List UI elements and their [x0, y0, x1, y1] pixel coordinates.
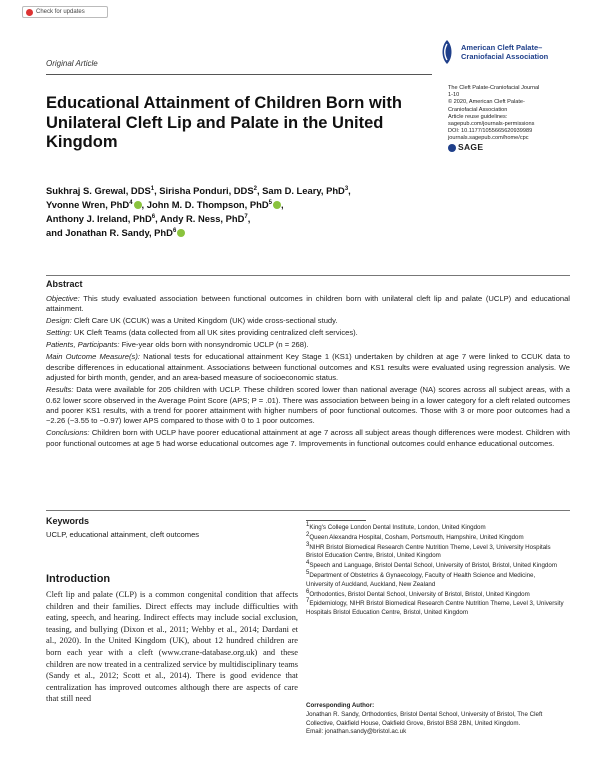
sage-label: SAGE	[458, 142, 484, 153]
affiliation-text: King's College London Dental Institute, London, United Kingdom	[309, 524, 486, 531]
affiliation-number: 3	[306, 541, 310, 548]
reuse-guidelines: Article reuse guidelines:	[448, 113, 508, 120]
orcid-icon[interactable]	[134, 201, 142, 209]
text: This study evaluated association between functional outcomes in children born with unilateral cleft lip and palate (UCLP) and educational attainment.	[46, 294, 570, 314]
abstract-design	[46, 316, 570, 326]
abstract-measures	[46, 352, 570, 383]
affiliation-number: 4	[306, 560, 310, 567]
orcid-icon[interactable]	[273, 201, 281, 209]
affiliation-number: 5	[306, 569, 310, 576]
keywords-heading: Keywords	[46, 516, 90, 526]
affiliation-item	[306, 521, 564, 533]
journal-meta	[448, 85, 583, 152]
check-for-updates-badge[interactable]	[22, 6, 108, 18]
author: Andy R. Ness, PhD	[159, 213, 245, 224]
label: Main Outcome Measure(s):	[46, 352, 140, 362]
abstract-results	[46, 385, 570, 427]
acpa-logo-icon	[438, 38, 456, 66]
affiliation-sup: 2	[253, 185, 257, 192]
journal-name: The Cleft Palate-Craniofacial Journal	[448, 85, 540, 91]
corresponding-author	[306, 702, 564, 737]
article-title: Educational Attainment of Children Born with Unilateral Cleft Lip and Palate in the United Kingdom	[46, 94, 402, 151]
affiliation-sup: 7	[244, 213, 248, 220]
label: Objective:	[46, 294, 80, 303]
copyright-line-1: © 2020, American Cleft Palate-	[448, 99, 525, 106]
affiliation-number: 1	[306, 521, 310, 528]
affiliation-text: Epidemiology, NIHR Bristol Biomedical Research Centre Nutrition Theme, Level 3, University Hospitals Bristol Education Centre, Bristol, United Kingdom	[306, 600, 564, 617]
affiliation-number: 6	[306, 588, 310, 595]
affiliations-list	[306, 521, 564, 619]
author: and Jonathan R. Sandy, PhD	[46, 227, 173, 238]
text: UK Cleft Teams (data collected from all UK sites providing centralized cleft services).	[73, 328, 358, 338]
affiliation-item	[306, 541, 564, 562]
label: Patients, Participants:	[46, 340, 120, 350]
affiliation-item	[306, 588, 564, 600]
affiliation-item	[306, 569, 564, 590]
affiliation-sup: 3	[344, 185, 349, 192]
update-icon	[26, 9, 33, 16]
label: Conclusions:	[46, 428, 90, 438]
keywords-divider	[46, 510, 570, 511]
affiliation-text: Orthodontics, Bristol Dental School, University of Bristol, Bristol, United Kingdom	[309, 590, 530, 598]
article-type: Original Article	[46, 59, 98, 68]
affiliation-sup: 4	[129, 199, 133, 206]
affiliation-sup: 6	[151, 213, 156, 220]
label: Setting:	[46, 328, 72, 338]
text: Five-year olds born with nonsyndromic UCLP (n = 268).	[121, 340, 309, 350]
abstract-heading: Abstract	[46, 279, 83, 289]
author: Sukhraj S. Grewal, DDS	[46, 185, 151, 196]
affiliation-text: Speech and Language, Bristol Dental School, University of Bristol, Bristol, United Kingdom	[309, 562, 557, 570]
logo-line-2: Craniofacial Association	[461, 52, 549, 61]
badge-label: Check for updates	[36, 9, 85, 15]
affiliation-sup: 6	[172, 227, 177, 234]
logo-text	[461, 43, 548, 62]
logo-line-1: American Cleft Palate–	[461, 42, 543, 52]
keywords-text: UCLP, educational attainment, cleft outcomes	[46, 530, 200, 539]
abstract-objective	[46, 294, 570, 315]
introduction-paragraph: Cleft lip and palate (CLP) is a common congenital condition that affects children and their families. Direct effects may include difficulties with eating, speech, and hearing. Indirect effects may include social exclusion, teasing, and bullying (Dixon et al., 2011; Wehby et al., 2014; Dardani et al., 2020). In the United Kingdom (UK), about 12 hundred children are born each year with a cleft (www.crane-database.org.uk) and these children are now treated in a centralized service by multidisciplinary teams (Sandy et al., 2012; Scott et al., 2014). There is good evidence that centralization has improved outcomes although there are aspects of care that still need	[46, 590, 298, 704]
orcid-icon[interactable]	[177, 229, 185, 237]
journal-home-link[interactable]: journals.sagepub.com/home/cpc	[448, 135, 529, 142]
corresponding-email[interactable]: Email: jonathan.sandy@bristol.ac.uk	[306, 728, 407, 736]
author: Yvonne Wren, PhD	[46, 199, 130, 210]
affiliation-text: NIHR Bristol Biomedical Research Centre Nutrition Theme, Level 3, University Hospitals Bristol Education Centre, Bristol, United Kingdom	[306, 543, 551, 560]
author: Sirisha Ponduri, DDS	[159, 185, 254, 196]
permissions-link[interactable]: sagepub.com/journals-permissions	[448, 121, 535, 128]
author-list: Sukhraj S. Grewal, DDS$^1$, Sirisha Ponduri, DDS$^2$, Sam D. Leary, PhD$^3$, Yvonne Wren, PhD$^4$ , John M. D. Thompson, PhD$^5$ , Anthony J. Ireland, PhD$^6$, Andy R. Ness, PhD$^7$, and Jonathan R. Sandy, PhD$^6$	[46, 185, 351, 238]
author: John M. D. Thompson, PhD	[146, 199, 269, 210]
journal-pages: 1-10	[448, 92, 460, 99]
copyright-line-2: Craniofacial Association	[448, 106, 508, 113]
affiliation-sup: 5	[268, 199, 272, 206]
introduction-body	[46, 589, 298, 705]
author: Sam D. Leary, PhD	[262, 185, 345, 196]
corresponding-address: Jonathan R. Sandy, Orthodontics, Bristol Dental School, University of Bristol, The Cleft Collective, Oakfield House, Oakfield Grove, Bristol BS8 2BN, United Kingdom.	[306, 710, 543, 727]
text: Children born with UCLP have poorer educational attainment at age 7 across all subject areas though differences were modest. Children with poor functional outcomes at age 5 had worse educational outcomes age 7. Improvements in functional outcomes could enhance educational outcomes.	[46, 428, 570, 448]
abstract-setting	[46, 328, 570, 338]
text: Data were available for 205 children with UCLP. These children scored lower than national average (NA) scores across all subject areas, with a 0.62 lower score observed in the Average Point Score (APS; P = .01). There was association between being in a lower category for a cleft related outcomes and poorer KS1 results, with a trend for poorer attainment with higher numbers of poor functional outcomes. Those with 3 or more poor outcomes had a −2.26 (−3.55 to −0.97) lower APS compared to those with 0 to 1 poor outcomes.	[46, 385, 570, 426]
text: National tests for educational attainment Key Stage 1 (KS1) undertaken by children at age 7 were linked to CCUK data to describe differences in educational attainment. Associations between functional outcomes and KS1 results were evaluated using regression analysis. We adjusted for birth month, gender, and an area-based measure of socioeconomic status.	[46, 352, 570, 383]
affiliation-item	[306, 531, 564, 543]
abstract-body	[46, 294, 570, 451]
affiliation-text: Department of Obstetrics & Gynaecology, Faculty of Health Science and Medicine, University of Auckland, Auckland, New Zealand	[306, 571, 536, 588]
corresponding-heading: Corresponding Author:	[306, 702, 375, 709]
text: Cleft Care UK (CCUK) was a United Kingdom (UK) wide cross-sectional study.	[73, 316, 338, 326]
label: Results:	[46, 385, 74, 395]
affiliation-item	[306, 562, 564, 571]
affiliation-number: 2	[306, 531, 310, 538]
introduction-heading: Introduction	[46, 573, 111, 585]
affiliation-text: Queen Alexandra Hospital, Cosham, Portsmouth, Hampshire, United Kingdom	[309, 533, 524, 541]
label: Design:	[46, 316, 72, 326]
affiliations-divider	[306, 520, 366, 521]
sage-icon	[448, 144, 456, 152]
abstract-patients	[46, 340, 570, 350]
doi[interactable]: DOI: 10.1177/1055665620939989	[448, 128, 533, 135]
affiliation-sup: 1	[150, 185, 155, 192]
affiliation-number: 7	[306, 598, 310, 605]
journal-logo	[438, 34, 573, 70]
header-divider	[46, 74, 432, 75]
abstract-conclusions	[46, 428, 570, 449]
sage-logo	[448, 144, 583, 152]
affiliation-item	[306, 600, 564, 618]
author: Anthony J. Ireland, PhD	[46, 213, 152, 224]
abstract-divider	[46, 275, 570, 276]
